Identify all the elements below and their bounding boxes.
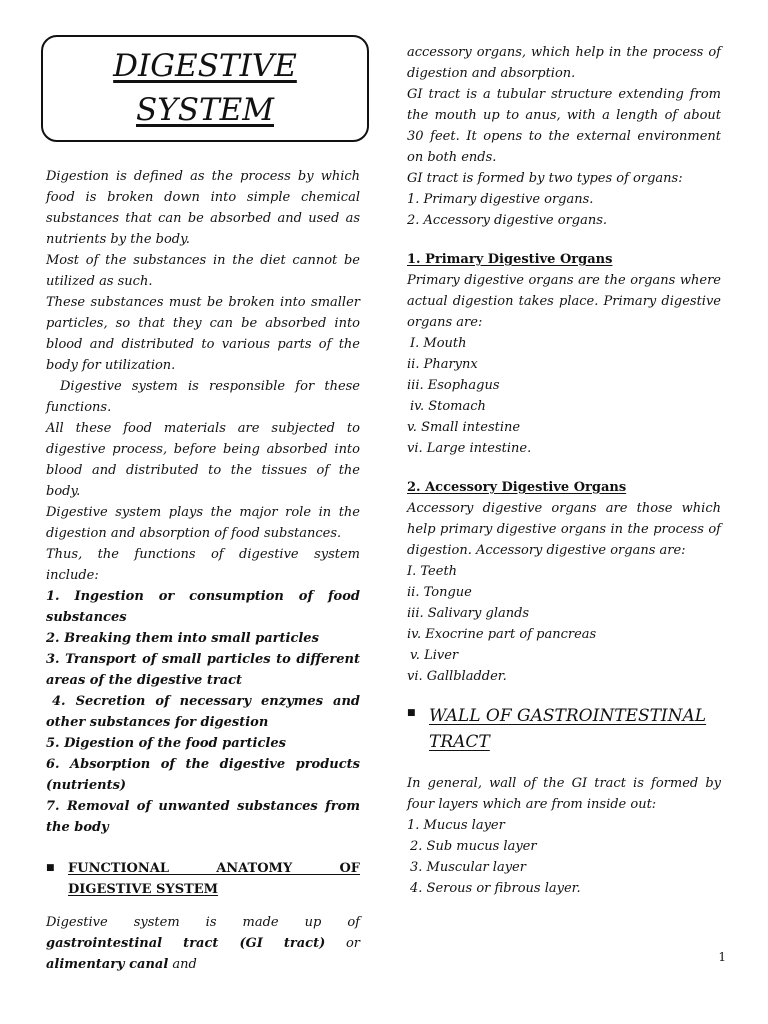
organ-item: ii. Pharynx (407, 357, 478, 372)
anatomy-bold-term: alimentary canal (46, 957, 169, 972)
anatomy-text: or (325, 936, 360, 951)
layer-item: 2. Sub mucus layer (410, 839, 537, 854)
function-item: 5. Digestion of the food particles (46, 736, 286, 751)
intro-paragraph: Thus, the functions of digestive system include: (46, 547, 360, 583)
intro-paragraph: GI tract is a tubular structure extending from the mouth up to anus, with a length of about 30 feet. It opens to the external environment on both ends. (407, 87, 721, 165)
function-item: 3. Transport of small particles to different areas of the digestive tract (46, 652, 360, 688)
intro-paragraph: All these food materials are subjected to digestive process, before being absorbed into blood and distributed to the tissues of the body. (46, 421, 360, 499)
title-box (41, 35, 369, 142)
wall-heading-line: WALL OF GASTROINTESTINAL (429, 706, 707, 726)
left-column (46, 166, 360, 975)
section-heading-functional-anatomy (46, 858, 360, 900)
organ-item: I. Mouth (410, 336, 467, 351)
layer-item: 3. Muscular layer (410, 860, 526, 875)
intro-paragraph: Digestive system plays the major role in the digestion and absorption of food substances. (46, 505, 360, 541)
wall-paragraph: In general, wall of the GI tract is formed by four layers which are from inside out: (407, 776, 721, 812)
title-line-2: SYSTEM (136, 92, 274, 128)
anatomy-bold-term: gastrointestinal tract (GI tract) (46, 936, 326, 951)
function-item: 6. Absorption of the digestive products (nutrients) (46, 757, 360, 793)
organ-type-item: 2. Accessory digestive organs. (407, 213, 608, 228)
anatomy-text: Digestive system is made up of (46, 915, 360, 930)
subheading-accessory (407, 477, 721, 498)
intro-paragraph: Most of the substances in the diet cannot be utilized as such. (46, 253, 360, 289)
right-column (407, 42, 721, 899)
layer-item: 4. Serous or fibrous layer. (410, 881, 581, 896)
intro-paragraph: GI tract is formed by two types of organs: (407, 171, 683, 186)
organ-item: iii. Salivary glands (407, 606, 530, 621)
subheading-text: 2. Accessory Digestive Organs (407, 480, 627, 495)
organ-type-item: 1. Primary digestive organs. (407, 192, 594, 207)
section-heading-wall (407, 703, 721, 755)
organ-item: v. Liver (410, 648, 459, 663)
function-item: 2. Breaking them into small particles (46, 631, 319, 646)
page-number: 1 (718, 950, 726, 964)
organ-item: I. Teeth (407, 564, 458, 579)
organ-item: vi. Gallbladder. (407, 669, 507, 684)
organ-item: iv. Exocrine part of pancreas (407, 627, 597, 642)
square-bullet-icon: ■ (407, 708, 416, 718)
organ-item: v. Small intestine (407, 420, 521, 435)
section-heading-line: FUNCTIONAL ANATOMY OF (68, 861, 360, 876)
wall-heading-line: TRACT (429, 732, 490, 752)
intro-paragraph: accessory organs, which help in the process of digestion and absorption. (407, 45, 721, 81)
subheading-primary (407, 249, 721, 270)
section-heading-line: DIGESTIVE SYSTEM (68, 882, 219, 897)
intro-paragraph: Digestive system is responsible for these functions. (46, 379, 360, 415)
organ-item: ii. Tongue (407, 585, 472, 600)
function-item: 4. Secretion of necessary enzymes and other substances for digestion (46, 694, 360, 730)
title-line-1: DIGESTIVE (113, 48, 297, 84)
organ-item: iv. Stomach (410, 399, 486, 414)
intro-paragraph: Digestion is defined as the process by which food is broken down into simple chemical substances that can be absorbed and used as nutrients by the body. (46, 169, 360, 247)
subheading-text: 1. Primary Digestive Organs (407, 252, 613, 267)
square-bullet-icon: ■ (46, 863, 55, 873)
organ-item: vi. Large intestine. (407, 441, 532, 456)
primary-paragraph: Primary digestive organs are the organs where actual digestion takes place. Primary digestive organs are: (407, 273, 721, 330)
anatomy-text: and (168, 957, 197, 972)
anatomy-paragraph (46, 912, 360, 975)
function-item: 7. Removal of unwanted substances from the body (46, 799, 360, 835)
organ-item: iii. Esophagus (407, 378, 500, 393)
intro-paragraph: These substances must be broken into smaller particles, so that they can be absorbed into blood and distributed to various parts of the body for utilization. (46, 295, 360, 373)
function-item: 1. Ingestion or consumption of food substances (46, 589, 360, 625)
layer-item: 1. Mucus layer (407, 818, 505, 833)
accessory-paragraph: Accessory digestive organs are those which help primary digestive organs in the process of digestion. Accessory digestive organs are: (407, 501, 721, 558)
